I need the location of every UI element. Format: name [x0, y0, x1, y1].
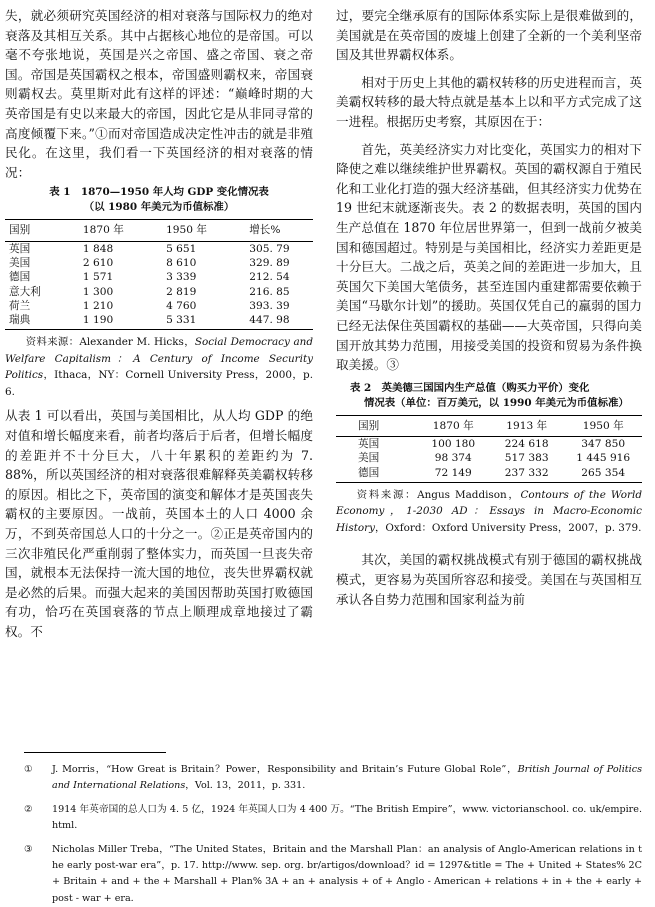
table-cell: 8 610: [166, 256, 197, 269]
footnote-separator: [24, 752, 166, 753]
table-cell: 瑞典: [5, 313, 79, 330]
table-2-caption: 表 2 英美德三国国内生产总值（购买力平价）变化: [350, 381, 590, 394]
table-row: [5, 299, 313, 313]
source-text: 资料来源：Alexander M. Hicks，: [25, 336, 195, 349]
footnote-marker: ③: [24, 843, 33, 855]
source-text: ，Oxford：Oxford University Press，2007，p. 379.: [375, 521, 642, 534]
source-text: 资料来源：Angus Maddison，: [356, 488, 521, 501]
table-cell: 305. 79: [249, 242, 290, 255]
source-title: Contours of the World Economy，1-2030 AD：Essays in Macro-Economic History: [336, 488, 642, 534]
footnote-text-part: J. Morris，“How Great is Britain？Power，Responsibility and Britain’s Future Global Role”，: [52, 764, 518, 775]
footnote-2: [24, 802, 642, 835]
table-cell: 4 760: [166, 299, 197, 312]
table-cell: 447. 98: [245, 313, 313, 330]
table-cell: 329. 89: [249, 256, 290, 269]
table-cell: 英国: [358, 437, 380, 450]
footnote-text-part: ，Vol. 13，2011，p. 331.: [185, 780, 306, 792]
table-cell: 98 374: [434, 452, 472, 465]
table-cell: 2 819: [166, 285, 197, 298]
right-paragraph-2: 相对于历史上其他的霸权转移的历史进程而言，英美霸权转移的最大特点就是基本上以和平方式完成了这一进程。根据历史考察，其原因在于：: [336, 74, 642, 129]
table-1-caption: 表 1 1870—1950 年人均 GDP 变化情况表: [49, 186, 269, 199]
table-1-header: 1950 年: [162, 220, 245, 241]
table-1-header: 国别: [5, 220, 79, 241]
table-2-caption-sub: 情况表（单位：百万美元，以 1990 年美元为币值标准）: [364, 396, 629, 409]
left-paragraph-2: 从表 1 可以看出，英国与美国相比，从人均 GDP 的绝对值和增长幅度来看，前者均落后于后者，但增长幅度的差距并不十分巨大，八十年累积的差距约为 7. 88%，所以英国经济的相对衰落很难解释英美霸权转移的原因。相比之下，英帝国的演变和解体才是英国丧失霸权的主要原因。一战前，英国本土的人口 4000 余万，不到英帝国总人口的十分之一。②正是英帝国内的三次非殖民化严重削弱了整体实力，而英国一旦丧失帝国，就根本无法保持一流大国的地位，丧失世界霸权就是必然的后果。而强大起来的美国因帮助英国打败德国有功，恰巧在英国衰落的节点上顺理成章地接过了霸权。不: [5, 408, 313, 639]
table-row: [336, 466, 642, 483]
table-cell: 1 571: [82, 271, 114, 284]
footnote-text: [52, 802, 642, 835]
table-1: [5, 185, 313, 400]
table-cell: 265 354: [562, 466, 642, 483]
table-2-header: 1870 年: [416, 415, 489, 436]
table-cell: 216. 85: [249, 285, 290, 298]
table-cell: 2 610: [82, 256, 114, 269]
table-1-caption-sub: （以 1980 年美元为币值标准）: [83, 201, 235, 214]
table-cell: 1 445 916: [576, 452, 631, 465]
table-2: [336, 381, 642, 537]
footnote-marker: ②: [24, 803, 33, 815]
left-column: [5, 6, 313, 642]
table-2-source: [336, 487, 642, 537]
table-cell: 212. 54: [249, 271, 290, 284]
table-2-header: 1950 年: [562, 415, 642, 436]
table-cell: 72 149: [416, 466, 489, 483]
table-cell: 224 618: [504, 437, 549, 450]
table-2-header: 1913 年: [489, 415, 562, 436]
table-row: [5, 241, 313, 256]
table-row: [336, 436, 642, 451]
table-cell: 5 331: [162, 313, 245, 330]
footnote-text: [52, 842, 642, 907]
table-1-header: 1870 年: [79, 220, 162, 241]
table-cell: 美国: [9, 256, 31, 269]
footnote-1: [24, 762, 642, 795]
footnote-text-part: 1914 年英帝国的总人口为 4. 5 亿，1924 年英国人口为 4 400 万。“The British Empire”，www. victorianschool. co. uk/empire. html.: [52, 803, 642, 832]
table-row: [5, 256, 313, 270]
table-cell: 1 190: [79, 313, 162, 330]
source-title: Social Democracy and Welfare Capitalism：A Century of Income Security Politics: [5, 336, 313, 382]
right-paragraph-1: 过，要完全继承原有的国际体系实际上是很难做到的，美国就是在英帝国的废墟上创建了全新的一个美利坚帝国及其世界霸权体系。: [336, 8, 642, 63]
right-column: [336, 6, 642, 609]
footnote-text-part: Nicholas Miller Treba，“The United States，Britain and the Marshall Plan：an analysis of Anglo-American relations in the early post-war era”，p. 17. http://www. sep. org. br/artigos/download？id = 1297&title = The + United + States% 2C + Britain + and + the + Marshall + Plan% 3A + an + analysis + of + Anglo - American + relations + in + the + early + post - war + era.: [52, 843, 642, 904]
table-1-source: [5, 334, 313, 400]
table-cell: 意大利: [9, 285, 41, 298]
footnote-3: [24, 842, 642, 907]
footnotes: [24, 762, 642, 907]
table-1-header: 增长%: [245, 220, 313, 241]
table-cell: 237 332: [489, 466, 562, 483]
table-row: [5, 285, 313, 299]
table-cell: 5 651: [166, 242, 197, 255]
table-row: [5, 313, 313, 330]
table-cell: 1 210: [82, 299, 114, 312]
table-cell: 德国: [336, 466, 416, 483]
table-cell: 1 300: [82, 285, 114, 298]
table-cell: 3 339: [166, 271, 197, 284]
table-cell: 517 383: [504, 452, 549, 465]
table-cell: 347 850: [581, 437, 626, 450]
table-2-grid: [336, 415, 642, 483]
footnote-text: [52, 762, 642, 795]
table-cell: 德国: [9, 271, 31, 284]
table-cell: 393. 39: [249, 299, 290, 312]
table-cell: 英国: [9, 242, 31, 255]
right-paragraph-3: 首先，英美经济实力对比变化，英国实力的相对下降使之难以继续维护世界霸权。英国的霸权源自于殖民化和工业化打造的强大经济基础，但其经济实力优势在 19 世纪末就逐渐丧失。表 2 的数据表明，英国的国内生产总值在 1870 年位居世界第一，但到一战前夕被美国和德国超过。特别是与美国相比，经济实力差距更是十分巨大。二战之后，英美之间的差距进一步加大，且英国欠下美国大笔债务，甚至连国内重建都需要依赖于美国“马歇尔计划”的援助。英国仅凭自己的羸弱的国力已经无法保住英国霸权的基础——大英帝国，只得向美国开放其势力范围，用接受美国的投资和贸易为条件换取美援。③: [336, 141, 642, 373]
table-row: [5, 270, 313, 284]
footnote-journal: British Journal of Politics and International Relations: [52, 764, 642, 792]
footnote-marker: ①: [24, 764, 33, 775]
left-paragraph-1: 失，就必须研究英国经济的相对衰落与国际权力的绝对衰落及其相互关系。其中占据核心地位的是帝国。可以毫不夸张地说，英国是兴之帝国、盛之帝国、衰之帝国。帝国是英国霸权之根本，帝国盛则霸权来，帝国衰则霸权去。莫里斯对此有这样的评述：“巅峰时期的大英帝国是有史以来最大的帝国，因此它是从非同寻常的高度倾覆下来。”①而对帝国造成决定性冲击的就是非殖民化。在这里，我们看一下英国经济的相对衰落的情况：: [5, 8, 313, 180]
table-cell: 荷兰: [9, 299, 31, 312]
table-cell: 100 180: [431, 437, 476, 450]
table-row: [336, 451, 642, 465]
table-cell: 美国: [358, 452, 380, 465]
table-2-header: 国别: [336, 415, 416, 436]
source-text: ，Ithaca，NY：Cornell University Press，2000，p. 6.: [5, 369, 313, 398]
right-paragraph-4: 其次，美国的霸权挑战模式有别于德国的霸权挑战模式，更容易为英国所容忍和接受。美国在与英国相互承认各自势力范围和国家利益为前: [336, 552, 642, 607]
table-cell: 1 848: [82, 242, 114, 255]
table-1-grid: [5, 219, 313, 330]
